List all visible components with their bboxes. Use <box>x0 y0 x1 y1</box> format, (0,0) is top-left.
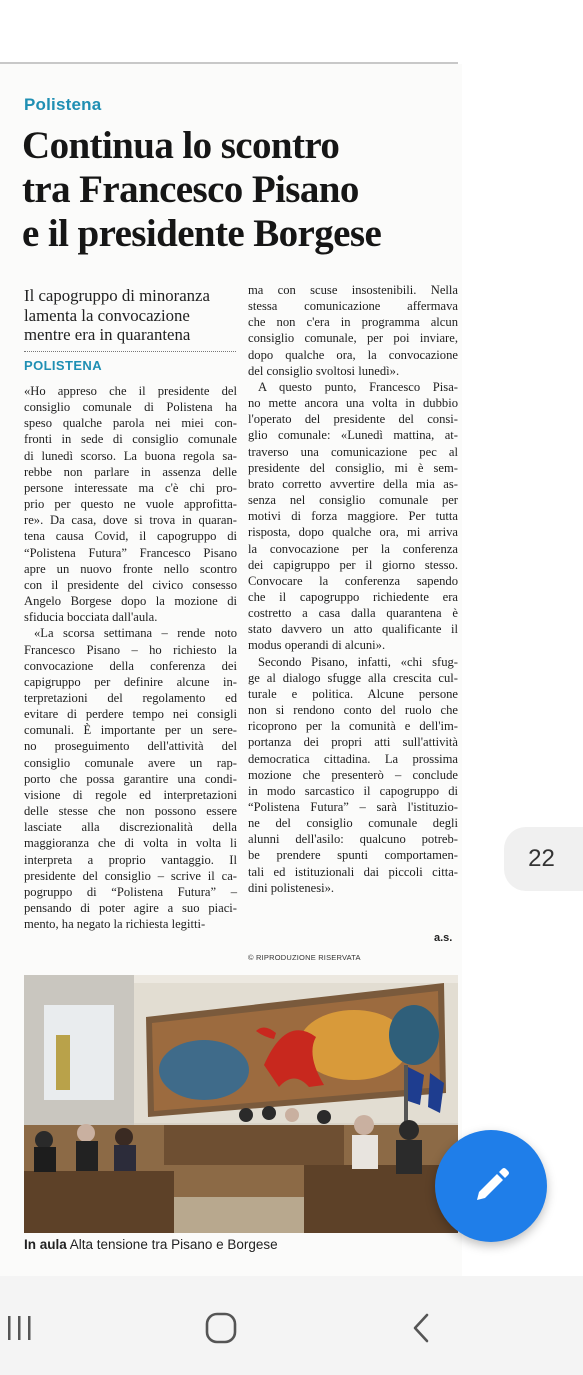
article-text-line: no mette ancora una volta in dubbio <box>248 396 458 411</box>
article-text-line: apre un nuovo fronte nello scontro <box>24 561 237 576</box>
article-text-line: Angelo Borgese dopo la mozione di <box>24 594 237 609</box>
article-text-line: capigruppo per definire alcune in- <box>24 674 237 689</box>
subhead-line: lamenta la convocazione <box>24 305 190 325</box>
back-button[interactable] <box>400 1303 444 1353</box>
article-text-line: modus operandi di alcuni». <box>248 638 386 653</box>
article-text-line: consiglio comunale, per poi inviare, <box>248 331 458 346</box>
recents-button[interactable] <box>0 1303 40 1353</box>
article-text-line: dei capigruppo per il giorno stesso. <box>248 557 458 572</box>
back-icon <box>407 1308 437 1348</box>
article-text-line: pogruppo di “Polistena Futura” – <box>24 884 237 899</box>
author-signature: a.s. <box>434 932 453 944</box>
article-text-line: A questo punto, Francesco Pisa- <box>258 379 458 394</box>
page-number-badge[interactable]: 22 <box>504 827 583 891</box>
article-text-line: risposta, dopo qualche ora, mi arriva <box>248 525 458 540</box>
photo-caption <box>24 1237 278 1252</box>
article-text-line: la convocazione per la conferenza <box>248 541 458 556</box>
headline-line: tra Francesco Pisano <box>22 168 359 211</box>
council-chamber-photo <box>24 975 458 1233</box>
article-text-line: che il capogruppo richiedente era <box>248 589 458 604</box>
article-text-line: consiglio comunale di Polistena ha <box>24 400 237 415</box>
article-text-line: no proseguimento dell'attività del <box>24 739 237 754</box>
article-text-line: in modo sarcastico il capogruppo di <box>248 783 458 798</box>
article-text-line: dini polistenesi». <box>248 880 335 895</box>
article-text-line: ne del consiglio comunale degli <box>248 816 458 831</box>
caption-text: Alta tensione tra Pisano e Borgese <box>66 1237 278 1252</box>
article-text-line: non si rendono conto del ruolo che <box>248 703 458 718</box>
caption-label: In aula <box>24 1237 67 1252</box>
article-text-line: re». Da casa, dove si trova in quaran- <box>24 513 237 528</box>
article-text-line: portanza dei propri atti sull'attività <box>248 735 458 750</box>
edit-button[interactable] <box>435 1130 547 1242</box>
article-text-line: delle stesse che non possono essere <box>24 804 237 819</box>
article-text-line: stessa comunicazione affermava <box>248 299 458 314</box>
headline <box>22 124 462 256</box>
article-text-line: be prendere spunti comportamen- <box>248 848 458 863</box>
article-text-line: consiglio comunale avere un rap- <box>24 755 237 770</box>
article-text-line: «Ho appreso che il presidente del <box>24 384 237 398</box>
home-button[interactable] <box>196 1303 246 1353</box>
headline-line: e il presidente Borgese <box>22 212 382 255</box>
pencil-icon <box>469 1164 513 1208</box>
article-text-line: presidente del consiglio – scrive il ca- <box>24 868 237 883</box>
article-text-line: costretto a casa dalla quarantena è <box>248 606 458 621</box>
article-text-line: mento, ha negato la richiesta legitti- <box>24 917 206 932</box>
article-text-line: democratica cittadina. La prossima <box>248 751 458 766</box>
article-text-line: prio per questo ne vuole approfitta- <box>24 497 237 512</box>
article-text-line: brato corretto avvertire della mia as- <box>248 476 458 491</box>
article-text-line: tena causa Covid, il capogruppo di <box>24 529 237 544</box>
article-text-line: speso qualche parola nei miei con- <box>24 416 237 431</box>
top-bar <box>0 0 583 62</box>
article-text-line: “Polistena Futura” Francesco Pisano <box>24 545 237 560</box>
article-text-line: convocazione della conferenza dei <box>24 658 237 673</box>
article-text-line: evitare di perdere tempo nei consigli <box>24 707 237 722</box>
dateline-kicker: POLISTENA <box>24 358 102 373</box>
article-text-line: maggioranza che di volta in volta li <box>24 836 237 851</box>
article-text-line: mozione che presenterò – conclude <box>248 767 458 782</box>
article-text-line: persone interessate ma c'è chi pro- <box>24 480 237 495</box>
home-icon <box>201 1308 241 1348</box>
article-text-line: ge al dialogo sfugge alla crescita cul- <box>248 670 458 685</box>
subhead-line: mentre era in quarantena <box>24 325 191 344</box>
article-text-line: Francesco Pisano – ho richiesto la <box>24 642 237 657</box>
article-text-line: lasciate alla discrezionalità della <box>24 820 237 835</box>
article-text-line: terpretazioni del regolamento ed <box>24 690 237 705</box>
article-text-line: Convocare la conferenza sapendo <box>248 573 458 588</box>
article-text-line: traverso una comunicazione pec al <box>248 444 458 459</box>
article-text-line: senza nel consiglio comunale per <box>248 493 458 508</box>
dotted-divider <box>24 351 236 352</box>
article-text-line: stato davvero un atto qualificante il <box>248 622 458 637</box>
article-column-left <box>24 383 237 932</box>
article-text-line: di lunedì scorso. La buona regola sa- <box>24 448 237 463</box>
article-text-line: “Polistena Futura” – sarà l'istituzio- <box>248 800 458 814</box>
copyright-notice: © RIPRODUZIONE RISERVATA <box>248 953 361 962</box>
article-text-line: ma con scuse insostenibili. Nella <box>248 283 458 297</box>
article-text-line: presidente del consiglio, mi è sem- <box>248 460 458 475</box>
system-navigation-bar <box>0 1276 583 1375</box>
article-text-line: tali ed istituzionali dai piccoli citta- <box>248 864 458 879</box>
article-column-right <box>248 282 458 896</box>
article-text-line: «La scorsa settimana – rende noto <box>34 626 237 641</box>
recents-icon <box>0 1313 40 1343</box>
article-text-line: comunali. È importante per un sere- <box>24 723 237 738</box>
article-text-line: porto che possa garantire una condi- <box>24 771 237 786</box>
article-text-line: l'operato del presidente del consi- <box>248 412 458 427</box>
section-label: Polistena <box>24 95 102 114</box>
article-text-line: glio comunale: «Lunedì mattina, at- <box>248 428 458 443</box>
article-text-line: motivi di forza maggiore. Per tutta <box>248 509 458 524</box>
subhead-line: Il capogruppo di minoranza <box>24 286 210 305</box>
article-text-line: con il presidente del civico consesso <box>24 577 237 592</box>
article-text-line: fronti in sede di consiglio comunale <box>24 432 237 447</box>
article-text-line: Secondo Pisano, infatti, «chi sfug- <box>258 654 458 669</box>
article-text-line: dopo qualche ora, la convocazione <box>248 347 458 362</box>
article-text-line: interpreta a proprio vantaggio. Il <box>24 852 237 867</box>
article-text-line: turale e politica. Alcune persone <box>248 686 458 701</box>
article-text-line: sfiducia bocciata dall'aula. <box>24 610 158 625</box>
article-text-line: rebbe non parlare in assenza delle <box>24 464 237 479</box>
article-text-line: del consiglio svoltosi lunedì». <box>248 363 400 378</box>
subheadline <box>24 286 236 345</box>
article-text-line: alunni dell'asilo: qualcuno potreb- <box>248 832 458 847</box>
article-text-line: pensando di poter agire a suo piaci- <box>24 901 237 915</box>
article-text-line: ricoprono per la comunità e dell'im- <box>248 719 458 734</box>
article-text-line: che non c'era in programma alcun <box>248 315 458 330</box>
article-text-line: visione di regole ed interpretazioni <box>24 787 237 802</box>
headline-line: Continua lo scontro <box>22 124 340 167</box>
